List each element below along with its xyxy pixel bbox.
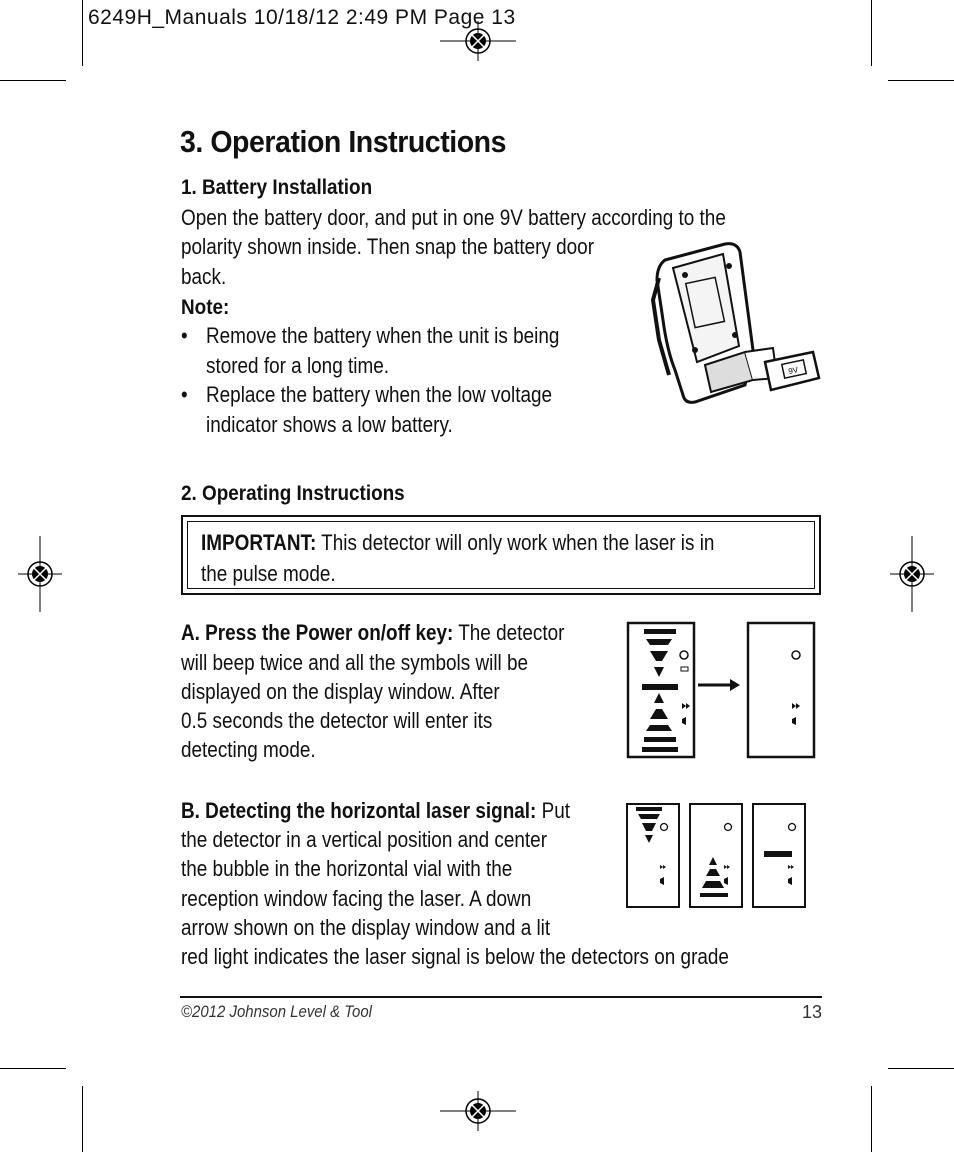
important-line-1 [201,528,714,558]
crop-mark [888,80,954,81]
step-b-line-1: B. Detecting the horizontal laser signal: Put [181,798,571,823]
registration-mark-icon [18,536,62,612]
display-all-symbols-illustration [626,621,820,761]
battery-heading: 1. Battery Installation [181,176,373,199]
battery-line-3: back. [181,264,227,289]
footer-rule [180,996,822,998]
print-slug: 6249H_Manuals 10/18/12 2:49 PM Page 13 [88,6,516,29]
step-a-label: A. Press the Power on/off key: [181,620,454,645]
crop-mark [888,1068,954,1069]
note-label: Note: [181,296,230,319]
battery-line-1: Open the battery door, and put in one 9V battery according to the [181,205,726,230]
step-b-line-2: the detector in a vertical position and center [181,827,548,852]
crop-mark [0,80,66,81]
bullet-marker: • [181,323,188,348]
step-b-line-6: red light indicates the laser signal is below the detectors on grade [181,944,729,969]
crop-mark [82,0,83,66]
step-b-label: B. Detecting the horizontal laser signal: [181,798,537,823]
page-title: 3. Operation Instructions [180,124,507,159]
important-line-2: the pulse mode. [201,561,336,586]
step-b-line-5: arrow shown on the display window and a lit [181,915,551,940]
important-text: This detector will only work when the laser is in [316,530,715,555]
battery-label: 9V [787,365,799,377]
battery-door-illustration [645,240,825,406]
step-b-line-4: reception window facing the laser. A down [181,886,532,911]
bullet-marker: • [181,382,188,407]
crop-mark [871,1086,872,1152]
step-a-line-2: will beep twice and all the symbols will be [181,650,529,675]
note-bullet-2-line-2: indicator shows a low battery. [206,412,453,437]
step-a-line-4: 0.5 seconds the detector will enter its [181,708,493,733]
crop-mark [871,0,872,66]
note-bullet-2-line-1: Replace the battery when the low voltage [206,382,553,407]
page-number: 13 [802,1002,823,1022]
note-bullet-1-line-2: stored for a long time. [206,353,389,378]
step-a-line-1: A. Press the Power on/off key: The detector [181,620,565,645]
important-label: IMPORTANT: [201,530,317,555]
battery-line-2: polarity shown inside. Then snap the battery door [181,234,594,259]
footer-copyright: ©2012 Johnson Level & Tool [181,1002,372,1021]
step-a-line-3: displayed on the display window. After [181,679,500,704]
step-b-line-3: the bubble in the horizontal vial with the [181,856,513,881]
detector-displays-illustration [624,801,808,911]
registration-mark-icon [890,536,934,612]
step-a-line-5: detecting mode. [181,737,316,762]
registration-mark-icon [440,1091,516,1131]
note-bullet-1-line-1: Remove the battery when the unit is being [206,323,560,348]
operating-heading: 2. Operating Instructions [181,482,405,505]
crop-mark [82,1086,83,1152]
registration-mark-icon [440,21,516,61]
crop-mark [0,1068,66,1069]
